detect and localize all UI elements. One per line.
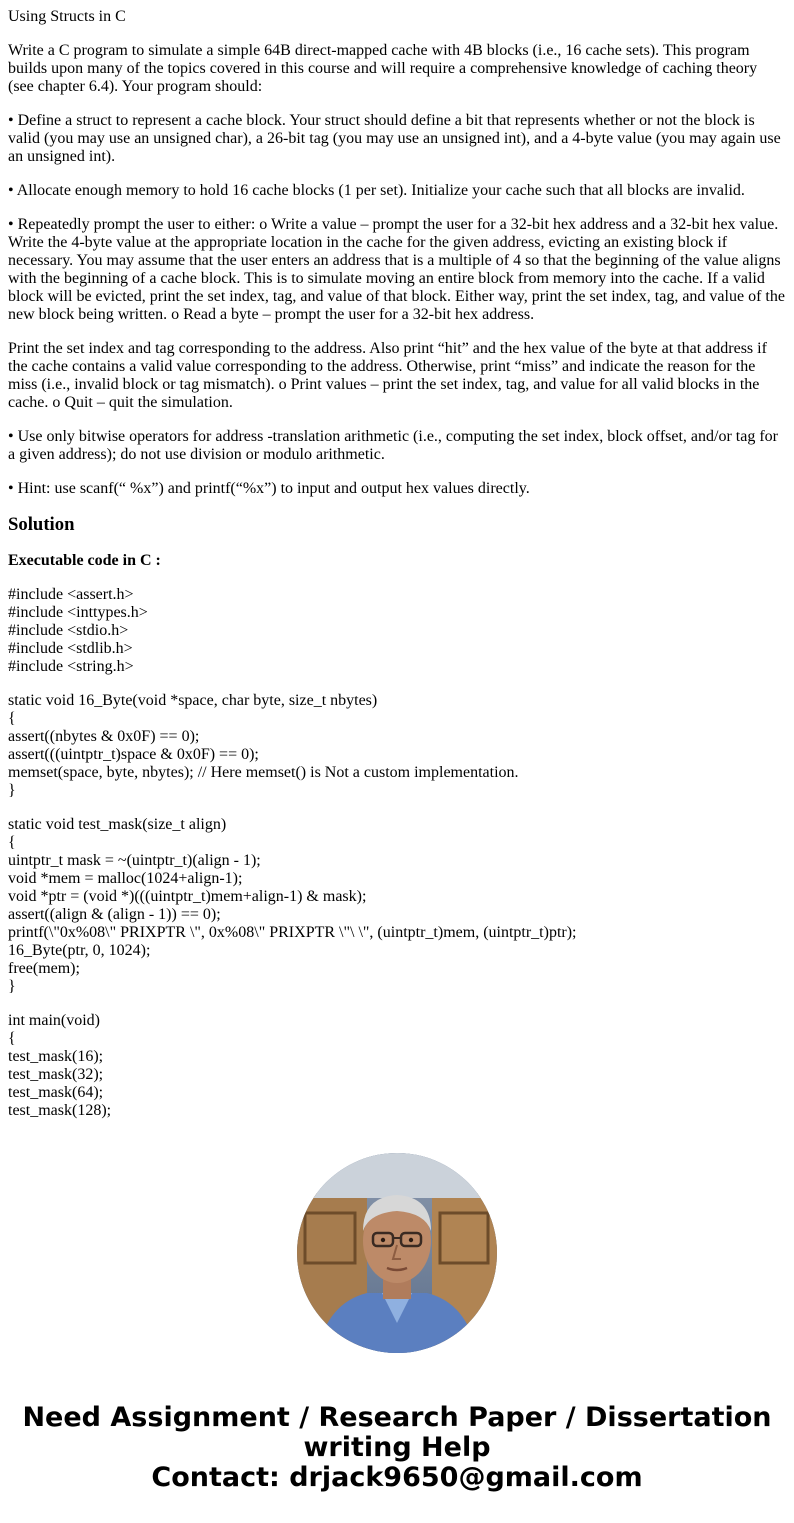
code-line: static void test_mask(size_t align) [8,816,227,833]
code-line: test_mask(128); [8,1102,112,1119]
code-line: { [8,1030,16,1047]
code-line: 16_Byte(ptr, 0, 1024); [8,942,151,959]
code-heading: Executable code in C : [8,552,161,569]
code-line: } [8,978,16,995]
code-line: assert((align & (align - 1)) == 0); [8,906,221,923]
page-title: Using Structs in C [8,8,126,25]
code-block-16-byte [8,692,786,800]
code-line: void *ptr = (void *)(((uintptr_t)mem+align-1) & mask); [8,888,367,905]
footer-line-2: writing Help [303,1432,491,1463]
code-line: test_mask(32); [8,1066,104,1083]
code-line: { [8,710,16,727]
requirement-paragraph: • Use only bitwise operators for address -translation arithmetic (i.e., computing the set index, block offset, and/or tag for a given address); do not use division or modulo arithmetic. [8,428,778,463]
requirement-paragraph: Print the set index and tag corresponding to the address. Also print “hit” and the hex value of the byte at that address if the cache contains a valid value corresponding to the address. Otherwise, print “miss” and indicate the reason for the miss (i.e., invalid block or tag mismatch). o Print values – print the set index, tag, and value for all valid blocks in the cache. o Quit – quit the simulation. [8,340,767,411]
requirement-paragraph: • Repeatedly prompt the user to either: o Write a value – prompt the user for a 32-bit hex address and a 32-bit hex value. Write the 4-byte value at the appropriate location in the cache for the given address, evicting an existing block if necessary. You may assume that the user enters an address that is a multiple of 4 so that the beginning of the value aligns with the beginning of a cache block. This is to simulate moving an entire block from memory into the cache. If a valid block will be evicted, print the set index, tag, and value of that block. Either way, print the set index, tag, and value of the new block being written. o Read a byte – prompt the user for a 32-bit hex address. [8,216,785,323]
avatar [297,1153,497,1353]
code-line: #include <string.h> [8,658,134,675]
code-line: #include <stdio.h> [8,622,129,639]
code-line: static void 16_Byte(void *space, char byte, size_t nbytes) [8,692,378,709]
code-line: memset(space, byte, nbytes); // Here memset() is Not a custom implementation. [8,764,519,781]
requirement-paragraph: • Hint: use scanf(“ %x”) and printf(“%x”) to input and output hex values directly. [8,480,530,497]
code-block-test-mask [8,816,786,996]
solution-heading: Solution [8,514,75,535]
footer-banner [0,1403,794,1493]
code-block-includes [8,586,786,676]
code-line: printf(\"0x%08\" PRIXPTR \", 0x%08\" PRIXPTR \"\ \", (uintptr_t)mem, (uintptr_t)ptr); [8,924,577,941]
person-portrait-icon [297,1153,497,1353]
code-line: int main(void) [8,1012,100,1029]
code-line: test_mask(16); [8,1048,104,1065]
code-line: #include <stdlib.h> [8,640,133,657]
document-content [8,8,786,1120]
code-line: #include <inttypes.h> [8,604,148,621]
code-line: } [8,782,16,799]
code-line: #include <assert.h> [8,586,134,603]
code-line: { [8,834,16,851]
code-block-main [8,1012,786,1120]
intro-paragraph: Write a C program to simulate a simple 64B direct-mapped cache with 4B blocks (i.e., 16 cache sets). This program builds upon many of the topics covered in this course and will require a comprehensive knowledge of caching theory (see chapter 6.4). Your program should: [8,42,758,95]
code-line: free(mem); [8,960,80,977]
footer-line-1: Need Assignment / Research Paper / Dissertation [22,1402,772,1433]
requirement-paragraph: • Define a struct to represent a cache block. Your struct should define a bit that represents whether or not the block is valid (you may use an unsigned char), a 26-bit tag (you may use an unsigned int), and a 4-byte value (you may again use an unsigned int). [8,112,781,165]
requirement-paragraph: • Allocate enough memory to hold 16 cache blocks (1 per set). Initialize your cache such that all blocks are invalid. [8,182,745,199]
code-line: assert(((uintptr_t)space & 0x0F) == 0); [8,746,259,763]
code-line: assert((nbytes & 0x0F) == 0); [8,728,200,745]
code-line: test_mask(64); [8,1084,104,1101]
code-line: void *mem = malloc(1024+align-1); [8,870,243,887]
footer-contact: Contact: drjack9650@gmail.com [151,1462,643,1493]
code-line: uintptr_t mask = ~(uintptr_t)(align - 1); [8,852,261,869]
